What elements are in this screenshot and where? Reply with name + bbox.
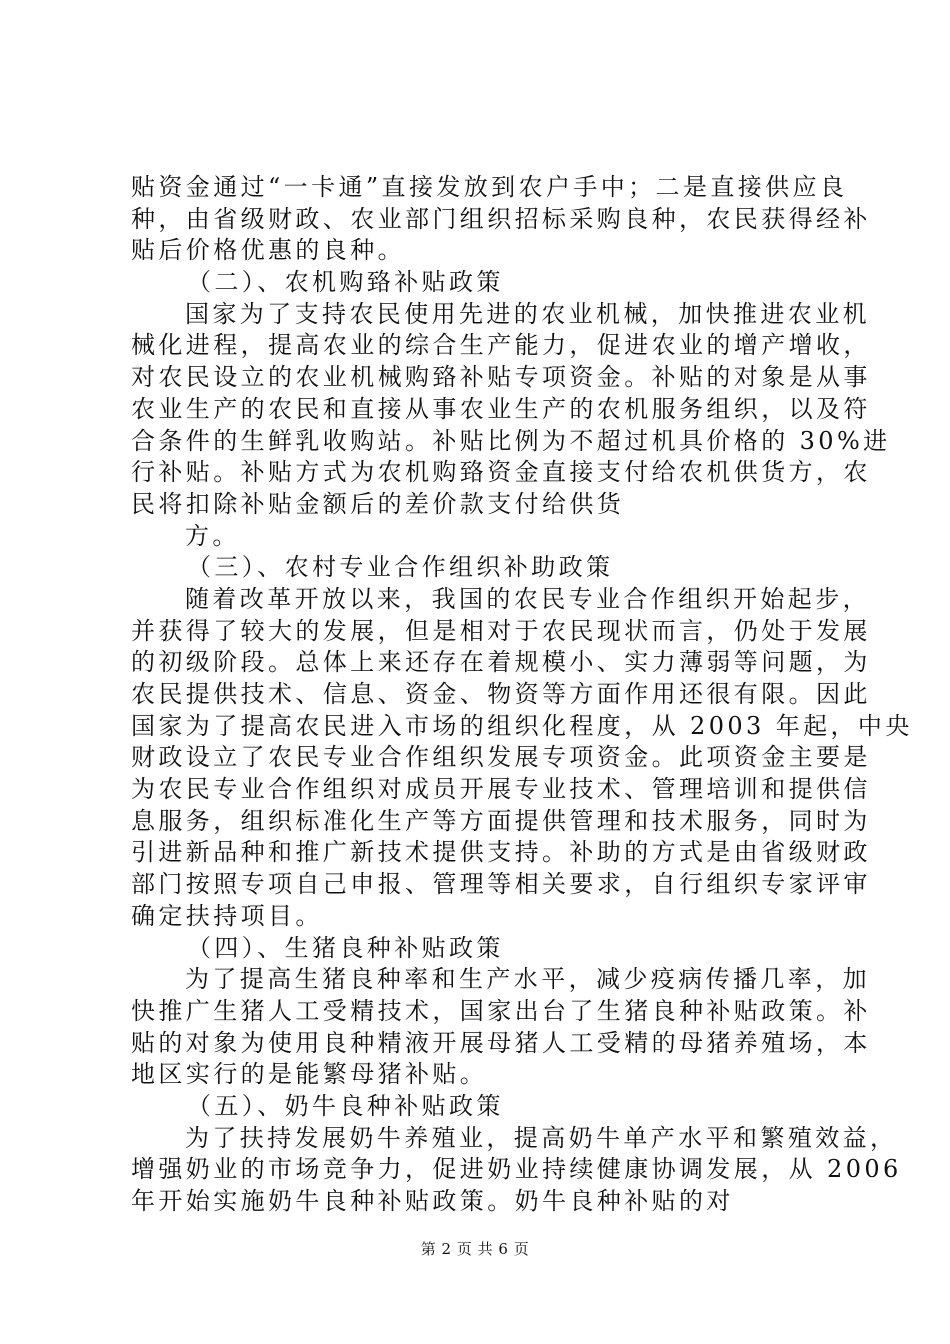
body-line: 贴的对象为使用良种精液开展母猪人工受精的母猪养殖场，本 — [131, 1028, 871, 1057]
body-line: 的初级阶段。总体上来还存在着规模小、实力薄弱等问题，为 — [131, 648, 871, 677]
body-line: 为了扶持发展奶牛养殖业，提高奶牛单产水平和繁殖效益， — [185, 1123, 898, 1152]
body-line: 并获得了较大的发展，但是相对于农民现状而言，仍处于发展 — [131, 616, 871, 645]
body-line: 确定扶持项目。 — [131, 901, 323, 930]
body-line: 贴资金通过“一卡通”直接发放到农户手中；二是直接供应良 — [131, 173, 848, 201]
body-line: 息服务，组织标准化生产等方面提供管理和技术服务，同时为 — [131, 806, 871, 835]
body-line: 农业生产的农民和直接从事农业生产的农机服务组织，以及符 — [131, 394, 871, 423]
document-body — [131, 172, 913, 1218]
body-line: 民将扣除补贴金额后的差价款支付给供货 — [131, 489, 625, 518]
body-line: 地区实行的是能繁母猪补贴。 — [131, 1060, 488, 1089]
body-line: 对农民设立的农业机械购臵补贴专项资金。补贴的对象是从事 — [131, 363, 871, 392]
body-line: 械化进程，提高农业的综合生产能力，促进农业的增产增收， — [131, 331, 871, 360]
section-heading-4: （四）、生猪良种补贴政策 — [187, 933, 504, 962]
body-line: 年开始实施奶牛良种补贴政策。奶牛良种补贴的对 — [131, 1187, 734, 1215]
body-line: 增强奶业的市场竞争力，促进奶业持续健康协调发展，从 2006 — [131, 1155, 902, 1184]
body-line: 种，由省级财政、农业部门组织招标采购良种，农民获得经补 — [131, 204, 871, 233]
body-line: 快推广生猪人工受精技术，国家出台了生猪良种补贴政策。补 — [131, 996, 871, 1025]
body-line: 引进新品种和推广新技术提供支持。补助的方式是由省级财政 — [131, 838, 871, 867]
page-footer — [0, 1239, 950, 1259]
body-line: 随着改革开放以来，我国的农民专业合作组织开始起步， — [185, 584, 870, 613]
body-line: 合条件的生鲜乳收购站。补贴比例为不超过机具价格的 30%进 — [131, 426, 891, 455]
body-line: 为农民专业合作组织对成员开展专业技术、管理培训和提供信 — [131, 775, 871, 804]
body-line: 国家为了支持农民使用先进的农业机械，加快推进农业机 — [185, 299, 870, 328]
body-line: 行补贴。补贴方式为农机购臵资金直接支付给农机供货方，农 — [131, 458, 871, 487]
section-heading-2: （二）、农机购臵补贴政策 — [187, 268, 504, 297]
body-line: 部门按照专项自己申报、管理等相关要求，自行组织专家评审 — [131, 870, 871, 899]
body-line: 贴后价格优惠的良种。 — [131, 236, 405, 265]
body-line: 财政设立了农民专业合作组织发展专项资金。此项资金主要是 — [131, 743, 871, 772]
page-number: 第 2 页 共 6 页 — [420, 1240, 530, 1258]
body-line: 农民提供技术、信息、资金、物资等方面作用还很有限。因此 — [131, 680, 871, 708]
body-line: 国家为了提高农民进入市场的组织化程度，从 2003 年起，中央 — [131, 711, 913, 740]
section-heading-3: （三）、农村专业合作组织补助政策 — [187, 553, 614, 582]
body-line: 为了提高生猪良种率和生产水平，减少疫病传播几率，加 — [185, 965, 870, 994]
section-heading-5: （五）、奶牛良种补贴政策 — [187, 1091, 504, 1120]
body-line: 方。 — [185, 521, 240, 550]
